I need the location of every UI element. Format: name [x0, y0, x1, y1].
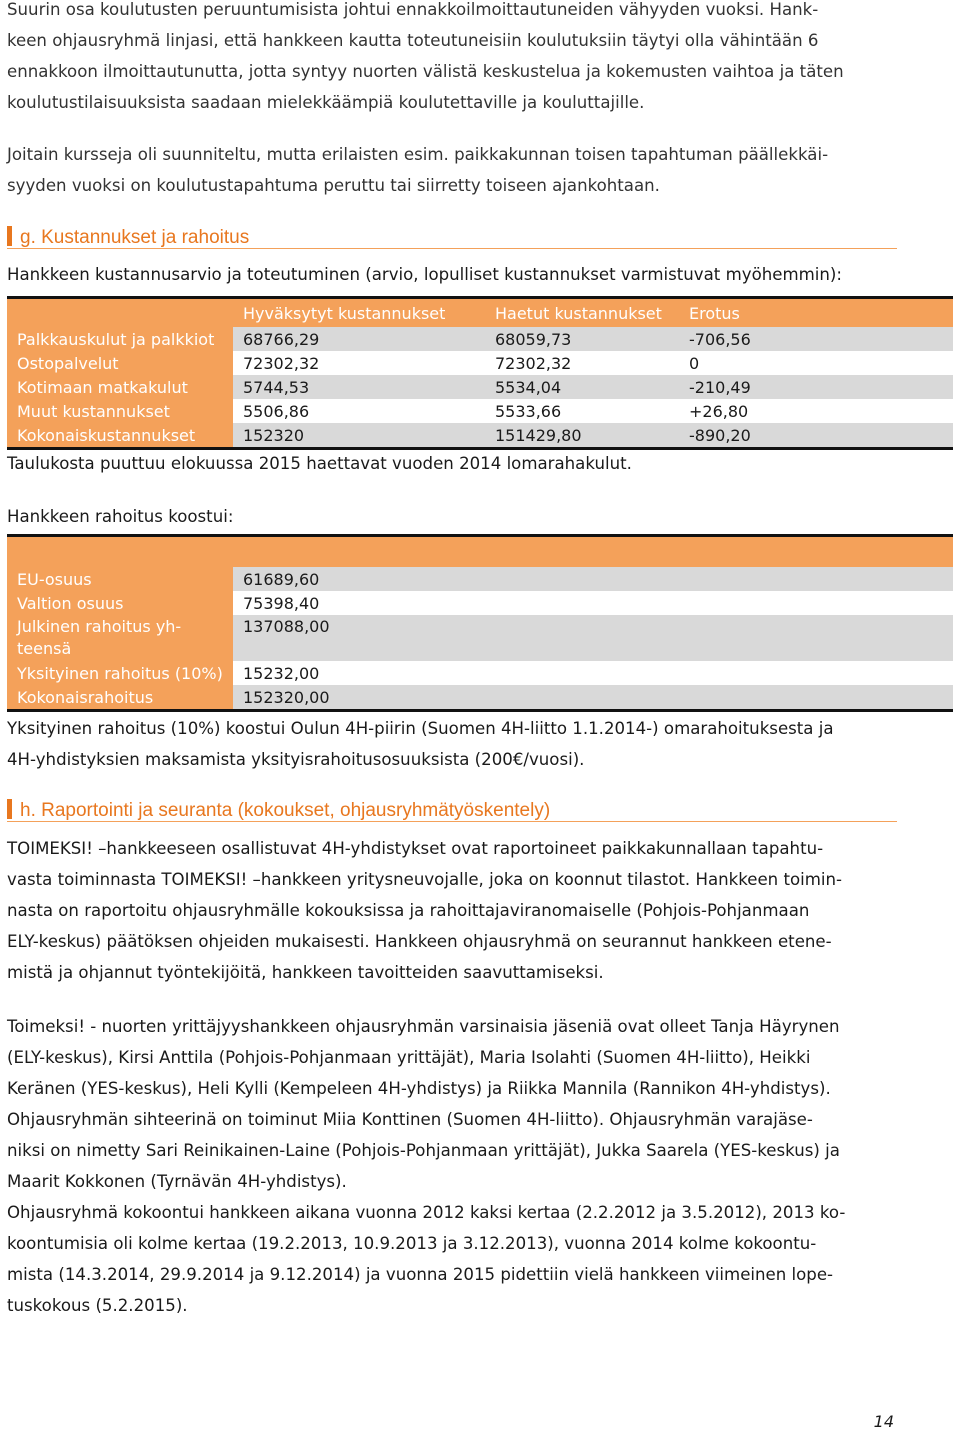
text-line: vasta toiminnasta TOIMEKSI! –hankkeen yritysneuvojalle, joka on koonnut tilastot. Hankkeen toimin-	[7, 870, 843, 889]
cost-intro	[7, 259, 912, 290]
row-label: Kotimaan matkakulut	[7, 375, 233, 399]
cell-applied: 68059,73	[485, 327, 679, 351]
cell-approved: 72302,32	[233, 351, 485, 375]
cell-approved: 5506,86	[233, 399, 485, 423]
cell-amount: 137088,00	[233, 615, 485, 661]
text-line: mista (14.3.2014, 29.9.2014 ja 9.12.2014) ja vuonna 2015 pidettiin vielä hankkeen viimeinen lope-	[7, 1265, 834, 1284]
cell-applied: 5533,66	[485, 399, 679, 423]
cost-note	[7, 448, 912, 479]
text-line: niksi on nimetty Sari Reinikainen-Laine (Pohjois-Pohjanmaan yrittäjät), Jukka Saarela (YES-keskus) ja	[7, 1141, 840, 1160]
text-line: Joitain kursseja oli suunniteltu, mutta erilaisten esim. paikkakunnan toisen tapahtuman päällekkäi-	[7, 145, 829, 164]
text-line: nasta on raportoitu ohjausryhmälle kokouksissa ja rahoittajaviranomaiselle (Pohjois-Pohjanmaan	[7, 901, 810, 920]
table-row	[7, 615, 953, 661]
cell-difference: -890,20	[679, 423, 953, 449]
intro-paragraph	[7, 0, 912, 118]
header-cell	[233, 536, 485, 568]
cell-amount: 75398,40	[233, 591, 485, 615]
text-line: tuskokous (5.2.2015).	[7, 1296, 188, 1315]
header-cell	[7, 298, 233, 328]
text-line: Ohjausryhmän sihteerinä on toiminut Miia Konttinen (Suomen 4H-liitto). Ohjausryhmän varajäse-	[7, 1110, 813, 1129]
heading-text: h. Raportointi ja seuranta (kokoukset, ohjausryhmätyöskentely)	[20, 800, 551, 821]
table-row	[7, 375, 953, 399]
cell-approved: 152320	[233, 423, 485, 449]
heading-marker	[7, 799, 12, 819]
cost-intro-text: Hankkeen kustannusarvio ja toteutuminen (arvio, lopulliset kustannukset varmistuvat myöhemmin):	[7, 265, 842, 284]
funding-intro-text: Hankkeen rahoitus koostui:	[7, 507, 234, 526]
header-cell	[679, 536, 953, 568]
text-line: Suurin osa koulutusten peruuntumisista johtui ennakkoilmoittautuneiden vähyyden vuoksi. Hank-	[7, 0, 819, 19]
table-row	[7, 351, 953, 375]
text-line: koontumisia oli kolme kertaa (19.2.2013, 10.9.2013 ja 3.12.2013), vuonna 2014 kolme kokoontu-	[7, 1234, 817, 1253]
text-line: ennakkoon ilmoittautunutta, jotta syntyy nuorten välistä keskustelua ja kokemusten vaihtoa ja täten	[7, 62, 844, 81]
cost-table	[7, 296, 953, 450]
table-row-total	[7, 685, 953, 711]
header-cell	[7, 536, 233, 568]
cell-difference: -210,49	[679, 375, 953, 399]
text-line: (ELY-keskus), Kirsi Anttila (Pohjois-Pohjanmaan yrittäjät), Maria Isolahti (Suomen 4H-liitto), Heikki	[7, 1048, 811, 1067]
cell-applied: 72302,32	[485, 351, 679, 375]
heading-text: g. Kustannukset ja rahoitus	[20, 227, 250, 248]
funding-intro	[7, 501, 912, 532]
cell-difference: +26,80	[679, 399, 953, 423]
page-number: 14	[873, 1412, 894, 1431]
cell-approved: 5744,53	[233, 375, 485, 399]
cell-amount: 152320,00	[233, 685, 485, 711]
text-line: mistä ja ohjannut työntekijöitä, hankkeen tavoitteiden saavuttamiseksi.	[7, 963, 604, 982]
table-row-total	[7, 423, 953, 449]
section-heading-costs	[7, 226, 897, 249]
row-label: Julkinen rahoitus yh- teensä	[7, 615, 233, 661]
text-line: syyden vuoksi on koulutustapahtuma peruttu tai siirretty toiseen ajankohtaan.	[7, 176, 660, 195]
row-label: Yksityinen rahoitus (10%)	[7, 661, 233, 685]
table-row	[7, 567, 953, 591]
text-line: koulutustilaisuuksista saadaan mielekkäämpiä koulutettaville ja kouluttajille.	[7, 93, 645, 112]
reporting-paragraph	[7, 833, 912, 988]
row-label: Valtion osuus	[7, 591, 233, 615]
cell-amount: 61689,60	[233, 567, 485, 591]
funding-table-header	[7, 536, 953, 568]
table-row	[7, 591, 953, 615]
section-heading-reporting	[7, 799, 897, 822]
text-line: TOIMEKSI! –hankkeeseen osallistuvat 4H-yhdistykset ovat raportoineet paikkakunnallaan tapahtu-	[7, 839, 824, 858]
cell-difference: 0	[679, 351, 953, 375]
text-line: Toimeksi! - nuorten yrittäjyyshankkeen ohjausryhmän varsinaisia jäseniä ovat olleet Tanja Häyrynen	[7, 1017, 840, 1036]
header-cell: Haetut kustannukset	[485, 298, 679, 328]
text-line: Ohjausryhmä kokoontui hankkeen aikana vuonna 2012 kaksi kertaa (2.2.2012 ja 3.5.2012), 2013 ko-	[7, 1203, 846, 1222]
row-label: Kokonaisrahoitus	[7, 685, 233, 711]
cell-difference: -706,56	[679, 327, 953, 351]
heading-marker	[7, 226, 12, 246]
table-row	[7, 327, 953, 351]
cell-applied: 5534,04	[485, 375, 679, 399]
cell-amount: 15232,00	[233, 661, 485, 685]
cost-note-text: Taulukosta puuttuu elokuussa 2015 haettavat vuoden 2014 lomarahakulut.	[7, 454, 632, 473]
text-line: Maarit Kokkonen (Tyrnävän 4H-yhdistys).	[7, 1172, 347, 1191]
text-line: ELY-keskus) päätöksen ohjeiden mukaisesti. Hankkeen ohjausryhmä on seurannut hankkeen etene-	[7, 932, 832, 951]
text-line: Keränen (YES-keskus), Heli Kylli (Kempeleen 4H-yhdistys) ja Riikka Mannila (Rannikon 4H-yhdistys).	[7, 1079, 831, 1098]
text-line: keen ohjausryhmä linjasi, että hankkeen kautta toteutuneisiin koulutuksiin täytyi olla vähintään 6	[7, 31, 819, 50]
steering-group-paragraph	[7, 1011, 912, 1321]
funding-table	[7, 534, 953, 712]
cost-table-header	[7, 298, 953, 328]
row-label: Ostopalvelut	[7, 351, 233, 375]
table-row	[7, 399, 953, 423]
cell-applied: 151429,80	[485, 423, 679, 449]
header-cell: Hyväksytyt kustannukset	[233, 298, 485, 328]
row-label: Kokonaiskustannukset	[7, 423, 233, 449]
funding-note	[7, 713, 912, 775]
row-label: EU-osuus	[7, 567, 233, 591]
row-label: Muut kustannukset	[7, 399, 233, 423]
text-line: 4H-yhdistyksien maksamista yksityisrahoitusosuuksista (200€/vuosi).	[7, 750, 585, 769]
table-row	[7, 661, 953, 685]
text-line: Yksityinen rahoitus (10%) koostui Oulun 4H-piirin (Suomen 4H-liitto 1.1.2014-) omarahoituksesta ja	[7, 719, 834, 738]
header-cell	[485, 536, 679, 568]
cancellation-paragraph	[7, 139, 912, 201]
row-label: Palkkauskulut ja palkkiot	[7, 327, 233, 351]
cell-approved: 68766,29	[233, 327, 485, 351]
header-cell: Erotus	[679, 298, 953, 328]
